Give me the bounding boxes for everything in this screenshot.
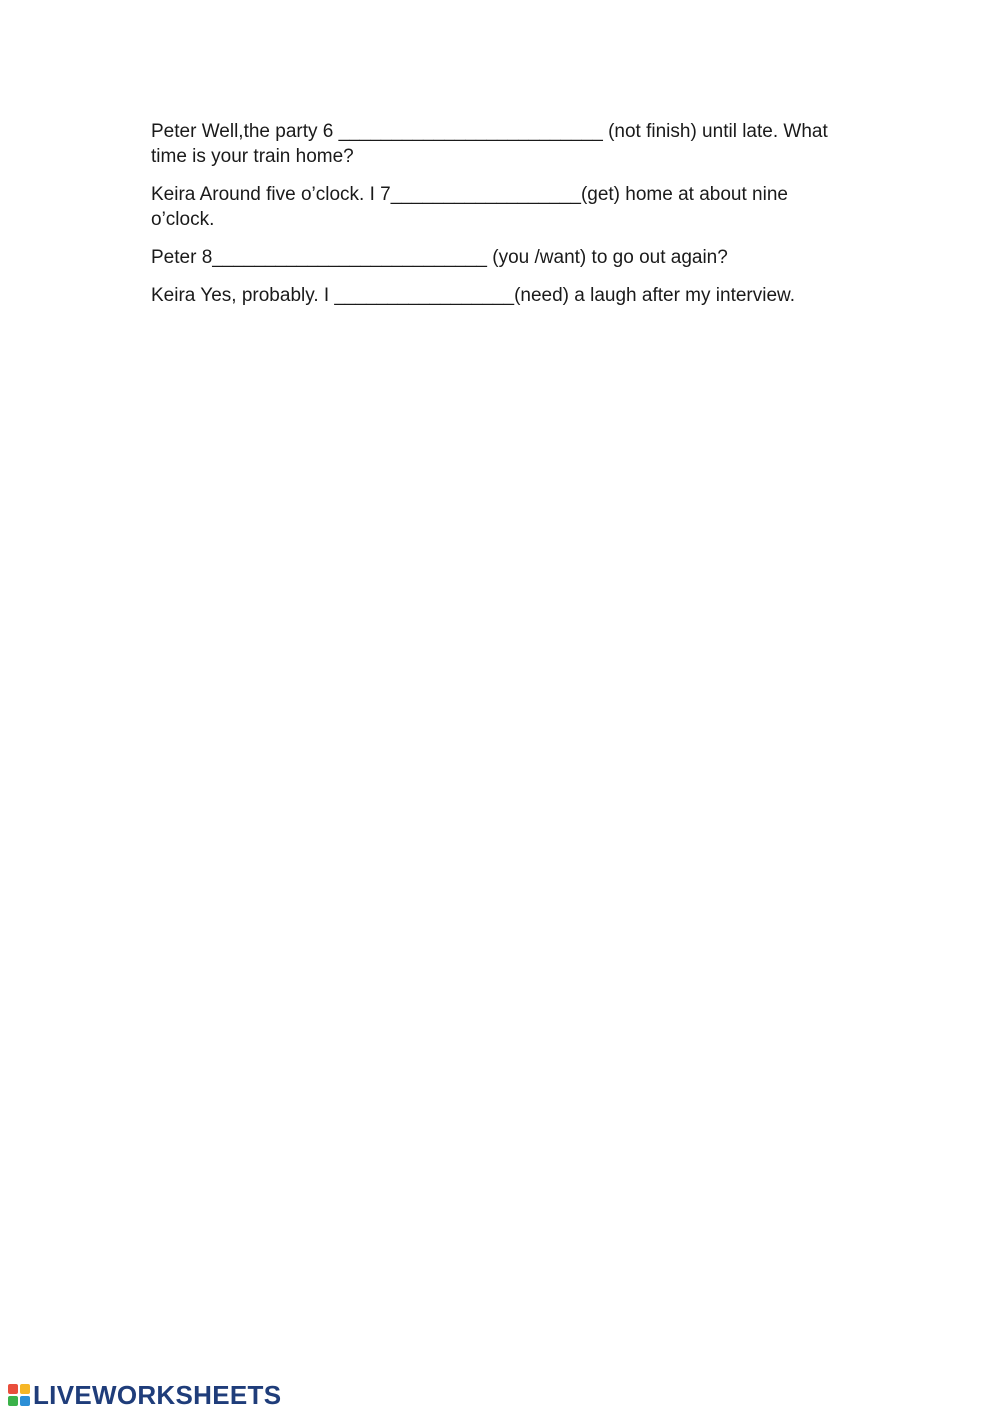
dialogue-line-keira-need: Keira Yes, probably. I _________________(need) a laugh after my interview. [151,285,795,306]
logo-square-3 [8,1396,18,1406]
logo-square-4 [20,1396,30,1406]
dialogue-line-peter-6: Peter Well,the party 6 _________________________ (not finish) until late. What time is your train home? [151,121,834,167]
worksheet-content [151,119,851,321]
dialogue-line-keira-7: Keira Around five o’clock. I 7__________________(get) home at about nine o’clock. [151,184,794,230]
liveworksheets-logo [8,1382,281,1408]
logo-square-1 [8,1384,18,1394]
dialogue-line-peter-8: Peter 8__________________________ (you /want) to go out again? [151,247,728,268]
liveworksheets-logo-icon [8,1384,30,1406]
logo-square-2 [20,1384,30,1394]
logo-wordmark: LIVEWORKSHEETS [33,1380,282,1410]
